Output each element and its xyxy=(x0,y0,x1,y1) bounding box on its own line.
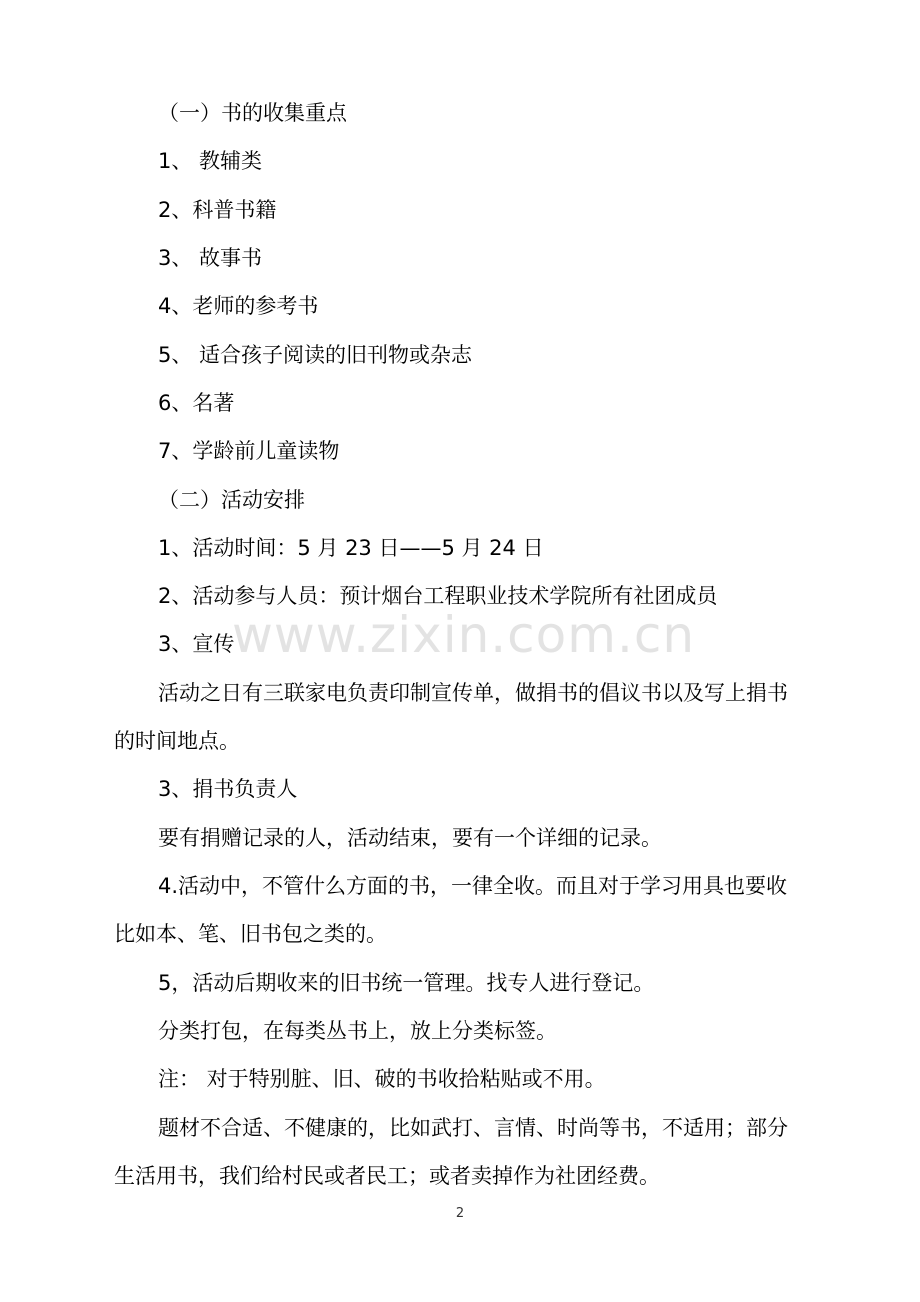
list-item: 2、科普书籍 xyxy=(158,198,277,222)
list-item: 6、名著 xyxy=(158,391,235,415)
section-heading-activity-plan: （二）活动安排 xyxy=(158,488,305,512)
paragraph-line: 5，活动后期收来的旧书统一管理。找专人进行登记。 xyxy=(158,971,655,995)
list-item: 1、活动时间：5 月 23 日——5 月 24 日 xyxy=(158,536,544,560)
paragraph-line: 要有捐赠记录的人，活动结束，要有一个详细的记录。 xyxy=(158,826,662,850)
note-line: 注： 对于特别脏、旧、破的书收拾粘贴或不用。 xyxy=(158,1067,606,1091)
paragraph-line: 活动之日有三联家电负责印制宣传单，做捐书的倡议书以及写上捐书 xyxy=(158,681,788,705)
list-item: 2、活动参与人员：预计烟台工程职业技术学院所有社团成员 xyxy=(158,584,718,608)
paragraph-line: 题材不合适、不健康的，比如武打、言情、时尚等书，不适用；部分 xyxy=(158,1116,788,1140)
paragraph-line: 比如本、笔、旧书包之类的。 xyxy=(114,922,387,946)
list-item: 3、 故事书 xyxy=(158,246,263,270)
list-item: 5、 适合孩子阅读的旧刊物或杂志 xyxy=(158,343,473,367)
section-heading-book-collection: （一）书的收集重点 xyxy=(158,101,347,125)
list-item: 7、学龄前儿童读物 xyxy=(158,439,340,463)
list-item: 3、捐书负责人 xyxy=(158,777,298,801)
list-item: 4、老师的参考书 xyxy=(158,294,319,318)
paragraph-line: 生活用书，我们给村民或者民工；或者卖掉作为社团经费。 xyxy=(114,1164,660,1188)
paragraph-line: 的时间地点。 xyxy=(114,729,240,753)
list-item: 3、宣传 xyxy=(158,632,235,656)
list-item: 1、 教辅类 xyxy=(158,149,263,173)
watermark: www.zixin.com.cn xyxy=(232,606,696,664)
page-number: 2 xyxy=(455,1206,465,1221)
paragraph-line: 分类打包，在每类丛书上，放上分类标签。 xyxy=(158,1019,557,1043)
paragraph-line: 4.活动中，不管什么方面的书，一律全收。而且对于学习用具也要收 xyxy=(158,874,788,898)
